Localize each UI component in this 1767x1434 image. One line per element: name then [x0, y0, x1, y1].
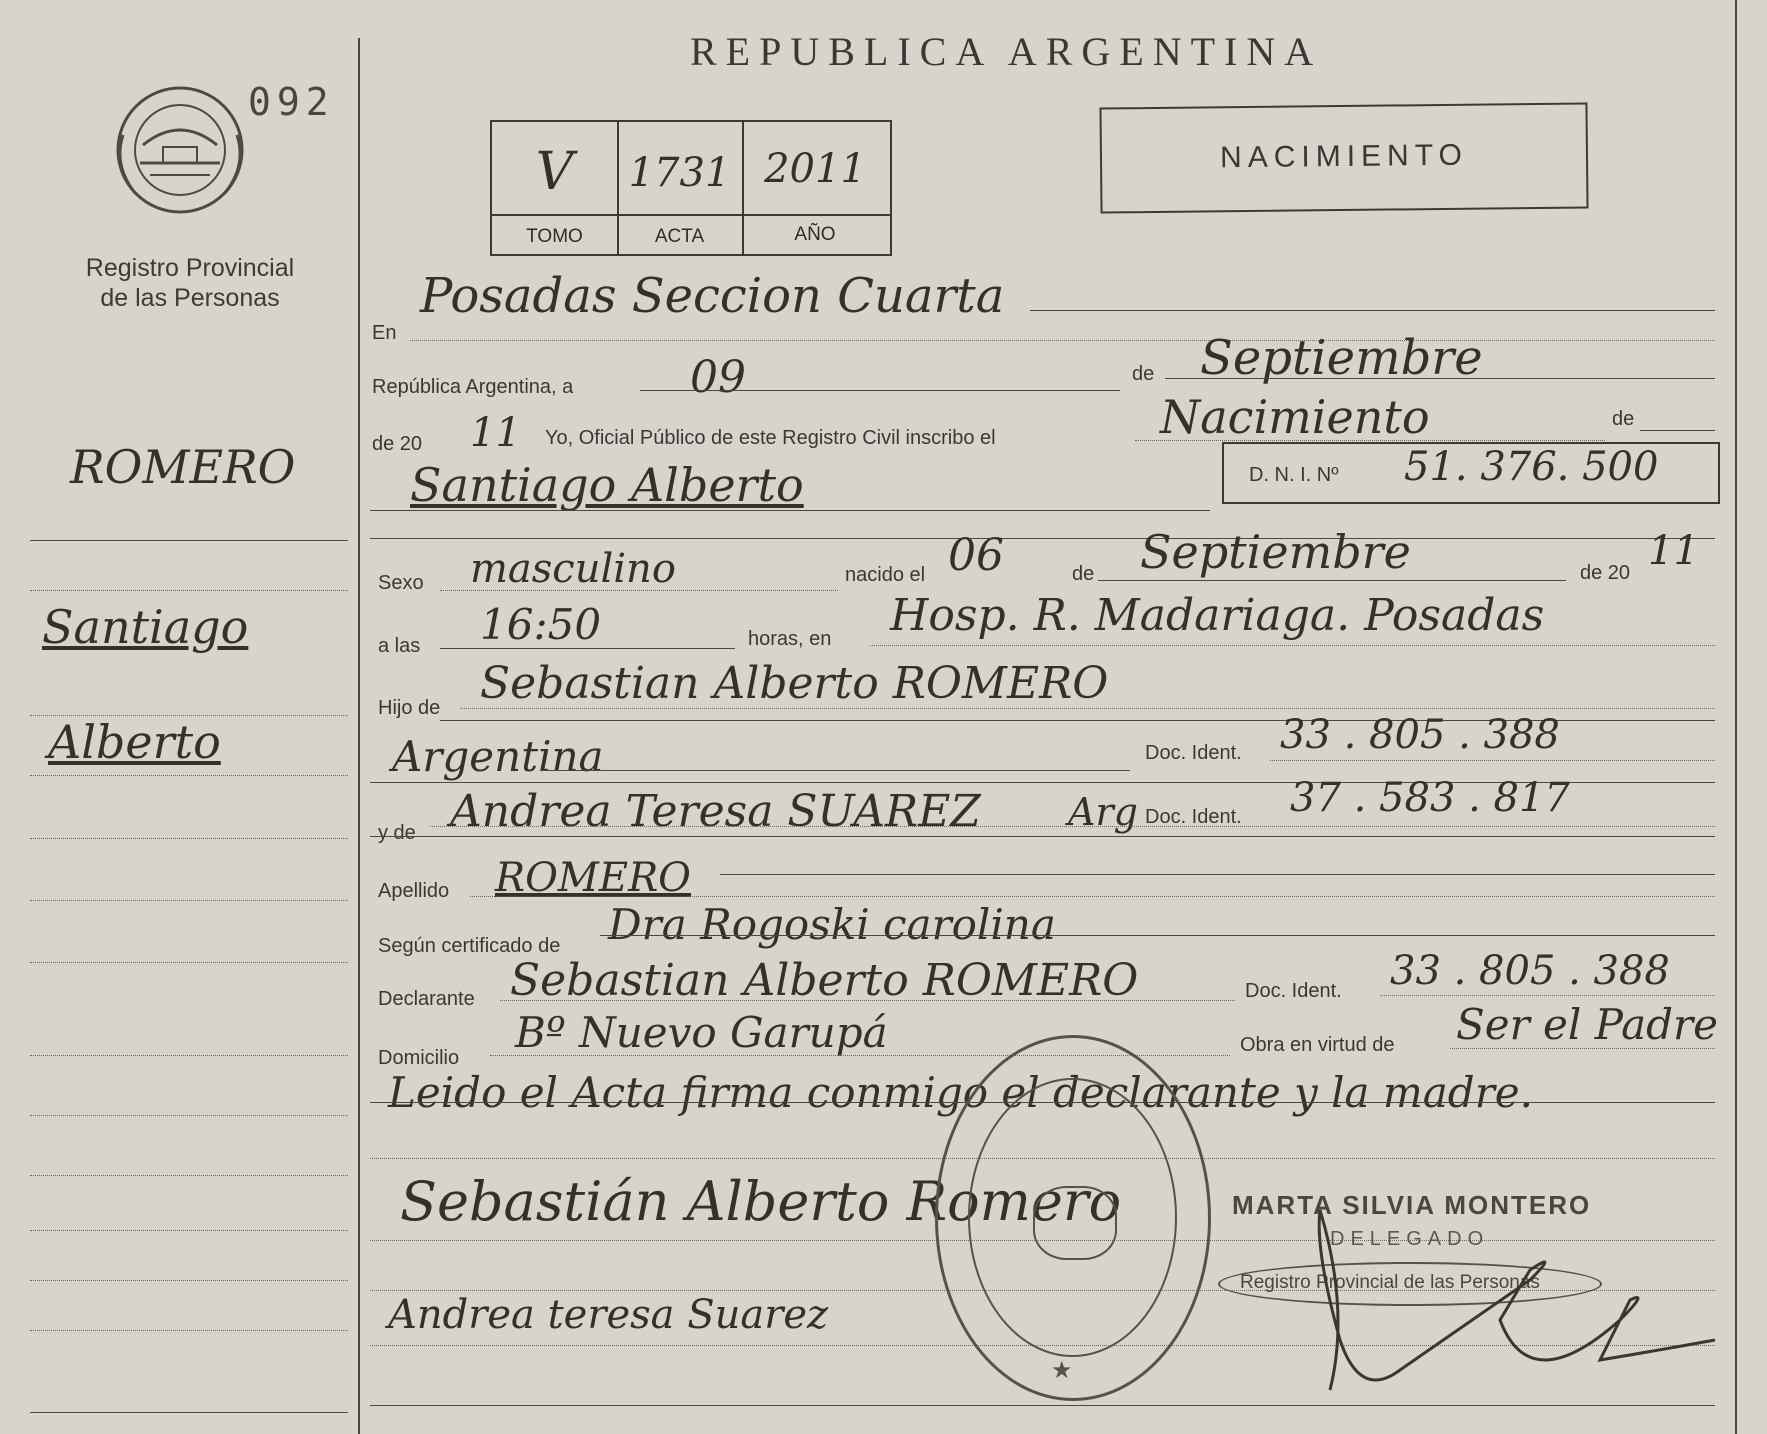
value-padre: Sebastian Alberto ROMERO	[480, 658, 1109, 709]
margin-rule	[30, 1115, 348, 1116]
round-stamp	[935, 1035, 1211, 1401]
cell-divider	[492, 214, 890, 216]
rule-line	[1030, 310, 1715, 311]
label-de-3: de	[1072, 563, 1095, 585]
value-lugar: Posadas Seccion Cuarta	[420, 268, 1005, 324]
label-nacido-el: nacido el	[845, 564, 926, 586]
value-acto: Nacimiento	[1160, 390, 1430, 444]
registry-line-1: Registro Provincial	[85, 254, 295, 282]
star-icon: ★	[1051, 1357, 1073, 1384]
field-line	[640, 390, 1120, 391]
margin-rule	[30, 1280, 348, 1281]
value-domicilio: Bº Nuevo Garupá	[515, 1008, 888, 1057]
label-obra: Obra en virtud de	[1240, 1034, 1395, 1056]
label-en: En	[372, 322, 397, 344]
label-declarante: Declarante	[378, 988, 475, 1010]
folio-number: 092	[248, 80, 335, 124]
label-republica: República Argentina, a	[372, 376, 574, 398]
label-horas-en: horas, en	[748, 628, 832, 650]
rule-line	[720, 874, 1715, 875]
value-nacionalidad-padre: Argentina	[392, 732, 604, 781]
value-doc-madre: 37 . 583 . 817	[1290, 775, 1570, 821]
label-de-2: de	[1612, 408, 1635, 430]
act-type-title: NACIMIENTO	[1219, 138, 1469, 175]
page-right-border	[1735, 0, 1737, 1434]
value-lugar-nac: Hosp. R. Madariaga. Posadas	[890, 590, 1545, 641]
label-dni: D. N. I. Nº	[1249, 464, 1339, 486]
rule-line	[1640, 430, 1715, 431]
act-type-box	[1099, 102, 1588, 213]
field-line	[1450, 1048, 1715, 1049]
margin-rule	[30, 900, 348, 901]
label-de20-2: de 20	[1580, 562, 1631, 584]
value-dia-nac: 06	[948, 530, 1004, 581]
provincial-seal-icon	[105, 75, 255, 225]
act-number-box	[490, 120, 892, 256]
label-de20: de 20	[372, 433, 423, 455]
official-stamp-name: MARTA SILVIA MONTERO	[1232, 1190, 1592, 1220]
label-domicilio: Domicilio	[378, 1047, 460, 1069]
country-heading: REPUBLICA ARGENTINA	[690, 29, 1323, 74]
field-line	[370, 510, 1210, 511]
value-nac-madre: Arg	[1068, 790, 1138, 834]
margin-rule	[30, 1175, 348, 1176]
label-segun: Según certificado de	[378, 935, 561, 957]
value-leido: Leido el Acta firma conmigo el declarante y la madre.	[388, 1068, 1533, 1117]
field-line	[500, 1000, 1235, 1001]
value-anio-nac: 11	[1648, 528, 1699, 574]
field-line	[430, 826, 1715, 827]
field-line	[410, 340, 1715, 341]
anio-label: AÑO	[794, 224, 836, 245]
value-doc-padre: 33 . 805 . 388	[1280, 712, 1560, 758]
field-line	[1380, 995, 1715, 996]
label-apellido: Apellido	[378, 880, 450, 902]
anio-value: 2011	[764, 146, 866, 192]
margin-rule	[30, 1412, 348, 1413]
label-hijo-de: Hijo de	[378, 697, 441, 719]
stamp-emblem-icon	[1033, 1186, 1117, 1260]
label-doc-ident-2: Doc. Ident.	[1145, 806, 1242, 828]
signature-madre: Andrea teresa Suarez	[388, 1292, 829, 1338]
value-certificado: Dra Rogoski carolina	[608, 900, 1056, 949]
value-dni: 51. 376. 500	[1404, 444, 1659, 490]
margin-surname: ROMERO	[70, 440, 296, 494]
field-line	[470, 896, 1715, 897]
margin-rule	[30, 962, 348, 963]
label-de: de	[1132, 363, 1155, 385]
margin-name-1: Santiago	[42, 600, 249, 654]
label-doc-ident-3: Doc. Ident.	[1245, 980, 1342, 1002]
rule-line	[370, 538, 1715, 539]
margin-rule	[30, 1055, 348, 1056]
value-mes: Septiembre	[1200, 330, 1483, 386]
label-doc-ident: Doc. Ident.	[1145, 742, 1242, 764]
official-stamp-title: DELEGADO	[1330, 1228, 1490, 1250]
margin-rule	[30, 1330, 348, 1331]
field-line	[1270, 760, 1715, 761]
tomo-label: TOMO	[526, 226, 583, 247]
field-line	[440, 648, 735, 649]
field-line	[440, 590, 838, 591]
acta-value: 1731	[628, 150, 731, 196]
margin-rule	[30, 590, 348, 591]
field-line	[460, 708, 1715, 709]
value-obra: Ser el Padre	[1456, 1000, 1718, 1049]
column-divider	[358, 38, 360, 1434]
field-line	[870, 645, 1715, 646]
field-line	[1135, 440, 1605, 441]
official-signature-icon	[1200, 1190, 1720, 1430]
margin-name-2: Alberto	[48, 715, 221, 769]
field-line	[1098, 580, 1566, 581]
label-sexo: Sexo	[378, 572, 424, 594]
tomo-value: V	[535, 142, 574, 202]
value-hora: 16:50	[480, 600, 602, 649]
value-sexo: masculino	[470, 546, 676, 592]
label-a-las: a las	[378, 635, 421, 657]
official-stamp-org: Registro Provincial de las Personas	[1240, 1272, 1540, 1293]
field-line	[540, 770, 1130, 771]
field-line	[1165, 378, 1715, 379]
registry-name	[30, 253, 350, 313]
value-apellido: ROMERO	[495, 855, 691, 901]
value-nombre: Santiago Alberto	[410, 458, 804, 512]
margin-rule	[30, 540, 348, 541]
registry-line-2: de las Personas	[100, 284, 280, 312]
value-anio2: 11	[470, 410, 521, 456]
margin-rule	[30, 838, 348, 839]
acta-label: ACTA	[654, 226, 705, 247]
value-dia: 09	[690, 352, 746, 403]
dni-box	[1222, 442, 1720, 504]
value-madre: Andrea Teresa SUAREZ	[450, 786, 981, 837]
signature-padre: Sebastián Alberto Romero	[400, 1170, 1122, 1233]
label-yo: Yo, Oficial Público de este Registro Civil inscribo el	[545, 427, 996, 449]
value-doc-declarante: 33 . 805 . 388	[1390, 948, 1670, 994]
margin-rule	[30, 1230, 348, 1231]
margin-rule	[30, 775, 348, 776]
value-declarante: Sebastian Alberto ROMERO	[510, 955, 1139, 1006]
label-y-de: y de	[378, 822, 416, 844]
field-line	[600, 935, 1715, 936]
value-mes-nac: Septiembre	[1140, 525, 1411, 579]
rule-line	[370, 836, 1715, 837]
